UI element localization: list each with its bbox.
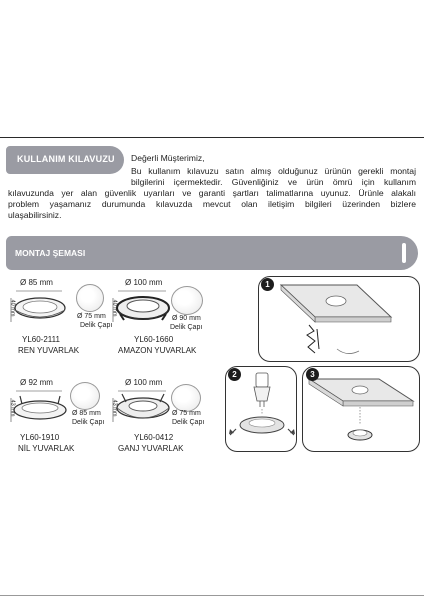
step-3-badge: 3	[306, 368, 319, 381]
downlight-nil-illustration	[8, 388, 70, 428]
intro-line-1: Değerli Müşterimiz,	[131, 153, 205, 163]
product-diameter: Ø 85 mm	[20, 278, 53, 287]
product-hole-label: Delik Çapı	[72, 419, 105, 426]
intro-line-2: Bu kullanım kılavuzu satın almış olduğunuz ürünün gerekli montaj	[131, 166, 416, 176]
ceiling-mount-illustration	[303, 367, 419, 451]
step-1-panel	[258, 276, 420, 362]
usage-guide-title: KULLANIM KILAVUZU	[17, 154, 115, 164]
product-name: AMAZON YUVARLAK	[118, 346, 197, 355]
product-diameter: Ø 100 mm	[125, 278, 163, 287]
top-divider	[0, 137, 424, 138]
cutout-hole-nil	[70, 382, 100, 410]
product-name: REN YUVARLAK	[18, 346, 80, 355]
bar-accent	[402, 243, 406, 263]
cutout-hole-amazon	[171, 286, 203, 315]
ceiling-cutout-illustration	[259, 277, 419, 361]
product-height: 40 mm	[9, 299, 16, 317]
downlight-ganj-illustration	[110, 388, 174, 428]
step-1-badge: 1	[261, 278, 274, 291]
product-height: 43 mm	[111, 399, 118, 417]
product-name: GANJ YUVARLAK	[118, 444, 184, 453]
product-hole-diameter: Ø 75 mm	[172, 410, 201, 417]
cutout-hole-ren	[76, 284, 104, 312]
product-hole-label: Delik Çapı	[172, 419, 205, 426]
downlight-amazon-illustration	[110, 288, 174, 328]
product-model: YL60-1660	[134, 335, 174, 344]
intro-line-3: bilgilerini içermektedir. Güvenliğiniz ve ürün ömrü için kullanım	[131, 177, 416, 187]
step-3-panel	[302, 366, 420, 452]
mounting-schema-title: MONTAJ ŞEMASI	[15, 248, 86, 258]
intro-line-5: problem yaşamanız durumunda kılavuzda mevcut olan iletişim bilgileri üzerinden bizlere	[8, 199, 416, 209]
product-height: 43 mm	[9, 399, 16, 417]
cutout-hole-ganj	[171, 384, 201, 412]
product-diameter: Ø 92 mm	[20, 378, 53, 387]
product-hole-diameter: Ø 90 mm	[172, 315, 201, 322]
mounting-schema-bar	[6, 236, 418, 270]
product-diameter: Ø 100 mm	[125, 378, 163, 387]
product-hole-diameter: Ø 75 mm	[77, 313, 106, 320]
intro-line-4: kılavuzunda yer alan güvenlik uyarıları ve garanti şartları talimatlarına uyunuz. Ürünle alakalı	[8, 188, 416, 198]
bottom-divider	[0, 595, 424, 596]
product-model: YL60-2111	[22, 335, 60, 344]
intro-line-6: ulaşabilirsiniz.	[8, 210, 62, 220]
downlight-ren-illustration	[8, 288, 70, 328]
product-name: NİL YUVARLAK	[18, 444, 75, 453]
step-2-badge: 2	[228, 368, 241, 381]
product-model: YL60-0412	[134, 433, 174, 442]
product-hole-label: Delik Çapı	[80, 322, 113, 329]
product-model: YL60-1910	[20, 433, 60, 442]
product-hole-label: Delik Çapı	[170, 324, 203, 331]
product-height: 40 mm	[111, 299, 118, 317]
product-hole-diameter: Ø 85 mm	[72, 410, 101, 417]
usage-guide-tab	[6, 146, 124, 174]
